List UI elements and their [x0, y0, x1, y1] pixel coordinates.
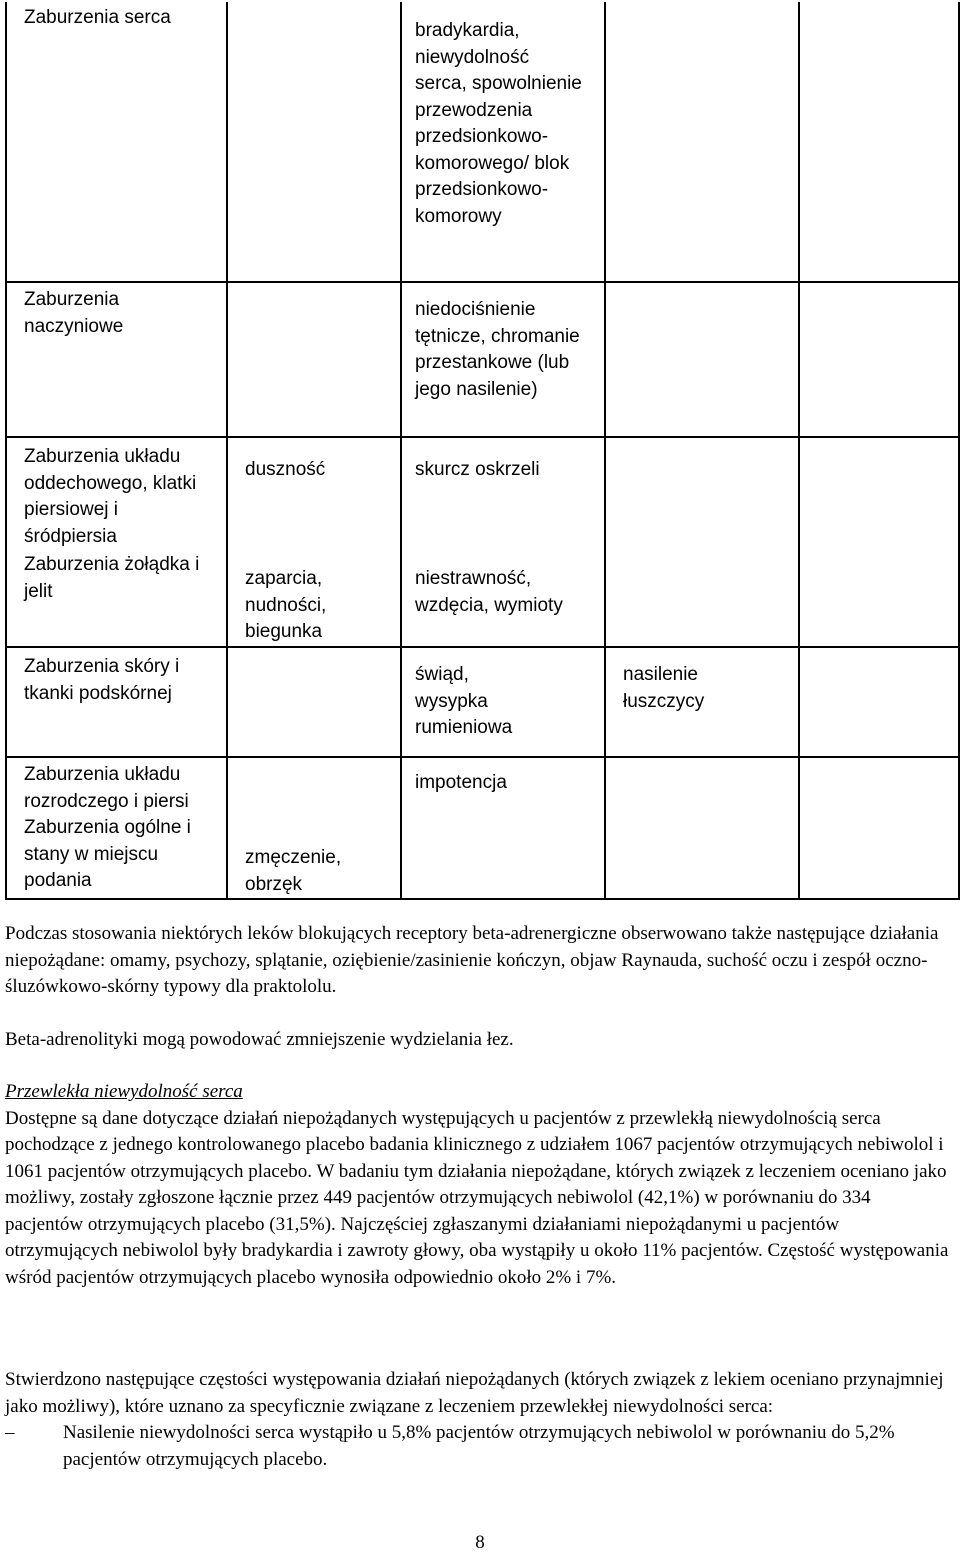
- adverse-effects-table: [5, 2, 960, 900]
- organ-class-cell: Zaburzenia układu oddechowego, klatki piersiowej i śródpiersia: [6, 437, 227, 552]
- organ-class-cell: Zaburzenia skóry i tkanki podskórnej: [6, 647, 227, 757]
- frequency-cell: [227, 282, 401, 437]
- frequency-cell: [605, 282, 799, 437]
- frequency-cell: bradykardia, niewydolność serca, spowolnienie przewodzenia przedsionkowo-komorowego/ blok przedsionkowo-komorowy: [401, 2, 605, 282]
- organ-class-cell: Zaburzenia układu rozrodczego i piersi: [6, 757, 227, 815]
- paragraph-heart-failure-study: Dostępne są dane dotyczące działań niepożądanych występujących u pacjentów z przewlekłą niewydolnością serca pochodzące z jednego kontrolowanego placebo badania klinicznego z udziałem 1067 pacjentów otrzymujących nebiwolol i 1061 pacjentów otrzymujących placebo. W badaniu tym działania niepożądane, których związek z leczeniem oceniano jako możliwy, zostały zgłoszone łącznie przez 449 pacjentów otrzymujących nebiwolol (42,1%) w porównaniu do 334 pacjentów otrzymujących placebo (31,5%). Najczęściej zgłaszanymi działaniami niepożądanymi u pacjentów otrzymujących nebiwolol były bradykardia i zawroty głowy, oba wystąpiły u około 11% pacjentów. Częstość występowania wśród pacjentów otrzymujących placebo wynosiła odpowiednio około 2% i 7%.: [5, 1107, 949, 1288]
- text-block: [5, 1027, 953, 1054]
- paragraph-related-effects: Podczas stosowania niektórych leków blokujących receptory beta-adrenergiczne obserwowano także następujące działania niepożądane: omamy, psychozy, splątanie, oziębienie/zasinienie kończyn, objaw Raynauda, suchość oczu i zespół oczno-śluzówkowo-skórny typowy dla praktololu.: [5, 923, 939, 997]
- text-block: [5, 921, 953, 1001]
- frequency-cell: [401, 815, 605, 899]
- frequency-cell: niedociśnienie tętnicze, chromanie przestankowe (lub jego nasilenie): [401, 282, 605, 437]
- frequency-cell: duszność: [227, 437, 401, 552]
- frequency-cell: [605, 437, 799, 552]
- paragraph-frequencies: Stwierdzono następujące częstości występowania działań niepożądanych (których związek z lekiem oceniano przynajmniej jako możliwy), które uznano za specyficznie związane z leczeniem przewlekłej niewydolności serca:: [5, 1369, 944, 1417]
- frequency-cell: skurcz oskrzeli: [401, 437, 605, 552]
- frequency-cell: [227, 647, 401, 757]
- organ-class-cell: Zaburzenia naczyniowe: [6, 282, 227, 437]
- frequency-cell: [227, 2, 401, 282]
- table-row: [6, 815, 959, 899]
- frequency-cell: nasilenie łuszczycy: [605, 647, 799, 757]
- frequency-cell: [799, 815, 959, 899]
- text-block: [5, 1079, 953, 1291]
- table-row: [6, 282, 959, 437]
- list-dash: –: [5, 1422, 15, 1443]
- section-heading: Przewlekła niewydolność serca: [5, 1081, 243, 1102]
- frequency-cell: [605, 757, 799, 815]
- table-row: [6, 2, 959, 282]
- table-row: [6, 647, 959, 757]
- page-number: 8: [475, 1532, 485, 1553]
- frequency-cell: świąd, wysypka rumieniowa: [401, 647, 605, 757]
- table-row: [6, 437, 959, 552]
- frequency-cell: [799, 757, 959, 815]
- organ-class-cell: Zaburzenia serca: [6, 2, 227, 282]
- frequency-cell: [799, 552, 959, 647]
- frequency-cell: zmęczenie, obrzęk: [227, 815, 401, 899]
- frequency-cell: [799, 2, 959, 282]
- frequency-cell: [605, 2, 799, 282]
- frequency-cell: [799, 282, 959, 437]
- list-item: [5, 1420, 953, 1473]
- frequency-cell: [227, 757, 401, 815]
- table-row: [6, 552, 959, 647]
- frequency-cell: [799, 437, 959, 552]
- organ-class-cell: Zaburzenia ogólne i stany w miejscu podania: [6, 815, 227, 899]
- list-item-text: Nasilenie niewydolności serca wystąpiło u 5,8% pacjentów otrzymujących nebiwolol w porównaniu do 5,2% pacjentów otrzymujących placebo.: [63, 1422, 895, 1470]
- frequency-cell: [799, 647, 959, 757]
- frequency-cell: impotencja: [401, 757, 605, 815]
- frequency-cell: zaparcia, nudności, biegunka: [227, 552, 401, 647]
- table-row: [6, 757, 959, 815]
- paragraph-tear-secretion: Beta-adrenolityki mogą powodować zmniejszenie wydzielania łez.: [5, 1029, 514, 1050]
- frequency-cell: [605, 815, 799, 899]
- frequency-cell: niestrawność, wzdęcia, wymioty: [401, 552, 605, 647]
- text-block: [5, 1367, 953, 1473]
- organ-class-cell: Zaburzenia żołądka i jelit: [6, 552, 227, 647]
- frequency-cell: [605, 552, 799, 647]
